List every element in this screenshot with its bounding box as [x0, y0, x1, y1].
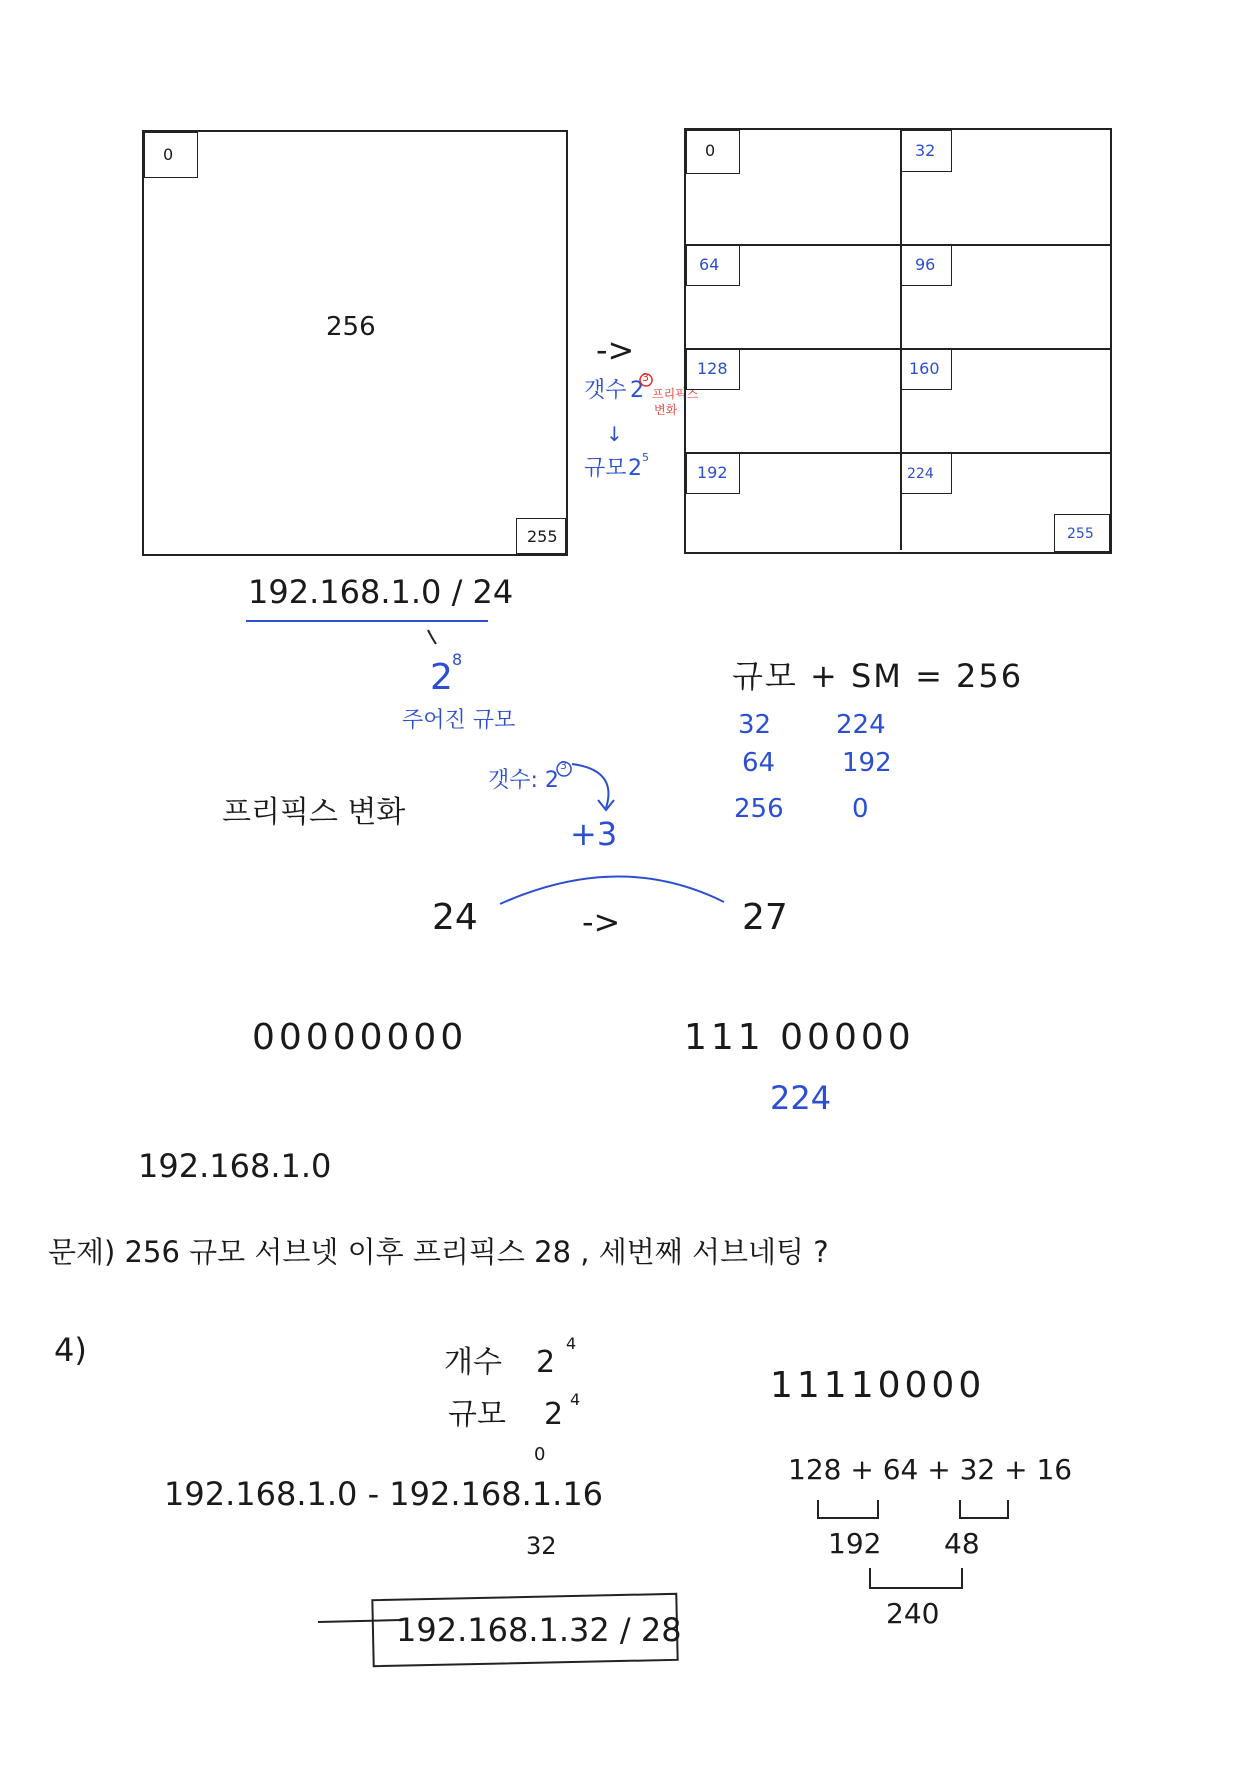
mask-row-0: 224 — [836, 710, 886, 740]
count-power: 3 — [642, 371, 649, 384]
answer-size-power: 4 — [570, 1390, 581, 1409]
mask-sum-expression: 128 + 64 + 32 + 16 — [788, 1453, 1073, 1486]
subnet-start-32: 32 — [915, 141, 936, 160]
network-underline — [246, 620, 488, 622]
subnet-start-224: 224 — [907, 466, 934, 482]
count-label: 갯수 — [584, 378, 627, 403]
subnet-cell-3 — [900, 244, 952, 286]
correction-mark: 0 — [534, 1444, 546, 1465]
mask-row-2: 0 — [852, 794, 869, 824]
mask-total: 240 — [886, 1597, 940, 1630]
size-sm-header: 규모 + SM = 256 — [732, 657, 1024, 695]
left-bracket — [818, 1500, 878, 1518]
given-size-power: 8 — [452, 650, 463, 669]
binary-right-value: 224 — [770, 1079, 832, 1117]
left-end-label: 255 — [527, 527, 558, 546]
subnet-cell-7 — [900, 452, 952, 494]
final-answer: 192.168.1.32 / 28 — [396, 1611, 682, 1649]
transform-arrow: -> — [596, 331, 635, 369]
left-start-label: 0 — [163, 145, 174, 164]
answer-size-base: 2 — [544, 1397, 564, 1432]
prefix-plus: +3 — [570, 815, 618, 853]
binary-right: 111 00000 — [684, 1017, 915, 1058]
down-arrow: ↓ — [606, 422, 623, 446]
subnet-end-label: 255 — [1067, 526, 1094, 542]
count-base: 2 — [630, 378, 644, 403]
count-to-plus-arrowhead — [598, 800, 614, 810]
subnet-range: 192.168.1.0 - 192.168.1.16 — [164, 1475, 604, 1513]
subnet-cell-6 — [686, 452, 740, 494]
prefix-count-note: 갯수: 2 — [488, 768, 559, 793]
network-address: 192.168.1.0 / 24 — [248, 573, 514, 611]
mask-row-1: 192 — [842, 748, 892, 778]
answer-count-base: 2 — [536, 1345, 556, 1380]
prefix-to: 27 — [742, 897, 788, 938]
grid-row-divider-3 — [686, 452, 1110, 454]
size-power: 5 — [642, 451, 649, 464]
size-label: 규모 — [584, 456, 627, 481]
subnet-start-192: 192 — [697, 463, 728, 482]
binary-left: 00000000 — [252, 1017, 468, 1058]
subnet-start-96: 96 — [915, 255, 936, 274]
subnet-cell-0 — [686, 130, 740, 174]
network-to-power-tick — [428, 630, 436, 644]
base-address: 192.168.1.0 — [138, 1147, 332, 1185]
given-size-label: 주어진 규모 — [402, 708, 516, 733]
size-row-0: 32 — [738, 710, 772, 740]
grid-row-divider-2 — [686, 348, 1110, 350]
prefix-change-note-1: 프리픽스 — [652, 387, 699, 401]
binary-mask: 11110000 — [770, 1365, 986, 1406]
prefix-change-note-2: 변화 — [654, 403, 678, 417]
subnet-start-0: 0 — [705, 141, 716, 160]
correction-value: 32 — [526, 1532, 557, 1560]
subnet-start-64: 64 — [699, 255, 720, 274]
left-size-label: 256 — [326, 312, 376, 342]
subnet-cell-4 — [686, 348, 740, 390]
total-bracket — [870, 1568, 962, 1588]
answer-number: 4) — [54, 1331, 87, 1369]
mask-partial-left: 192 — [828, 1527, 882, 1560]
subnet-start-128: 128 — [697, 359, 728, 378]
size-base: 2 — [628, 456, 642, 481]
subnet-grid — [684, 128, 1112, 554]
answer-count-power: 4 — [566, 1334, 577, 1353]
size-row-2: 256 — [734, 794, 784, 824]
left-start-cell — [144, 132, 198, 178]
prefix-count-power: 3 — [560, 759, 567, 772]
subnet-cell-2 — [686, 244, 740, 286]
given-size-base: 2 — [430, 657, 453, 698]
prefix-arrow: -> — [582, 903, 621, 941]
answer-count-label: 개수 — [444, 1345, 502, 1380]
problem-text: 문제) 256 규모 서브넷 이후 프리픽스 28 , 세번째 서브네팅 ? — [48, 1235, 829, 1269]
prefix-change-arc — [500, 876, 724, 904]
right-bracket — [960, 1500, 1008, 1518]
count-to-plus-arrow — [572, 764, 608, 808]
left-end-cell — [516, 518, 566, 554]
subnet-start-160: 160 — [909, 359, 940, 378]
grid-row-divider-1 — [686, 244, 1110, 246]
subnet-cell-5 — [900, 348, 952, 390]
size-row-1: 64 — [742, 748, 776, 778]
prefix-from: 24 — [432, 897, 478, 938]
subnet-cell-1 — [900, 130, 952, 172]
mask-partial-right: 48 — [944, 1527, 980, 1560]
left-address-block — [142, 130, 568, 556]
subnet-end-cell — [1054, 514, 1110, 552]
prefix-change-label: 프리픽스 변화 — [222, 795, 406, 830]
answer-size-label: 규모 — [448, 1397, 506, 1432]
